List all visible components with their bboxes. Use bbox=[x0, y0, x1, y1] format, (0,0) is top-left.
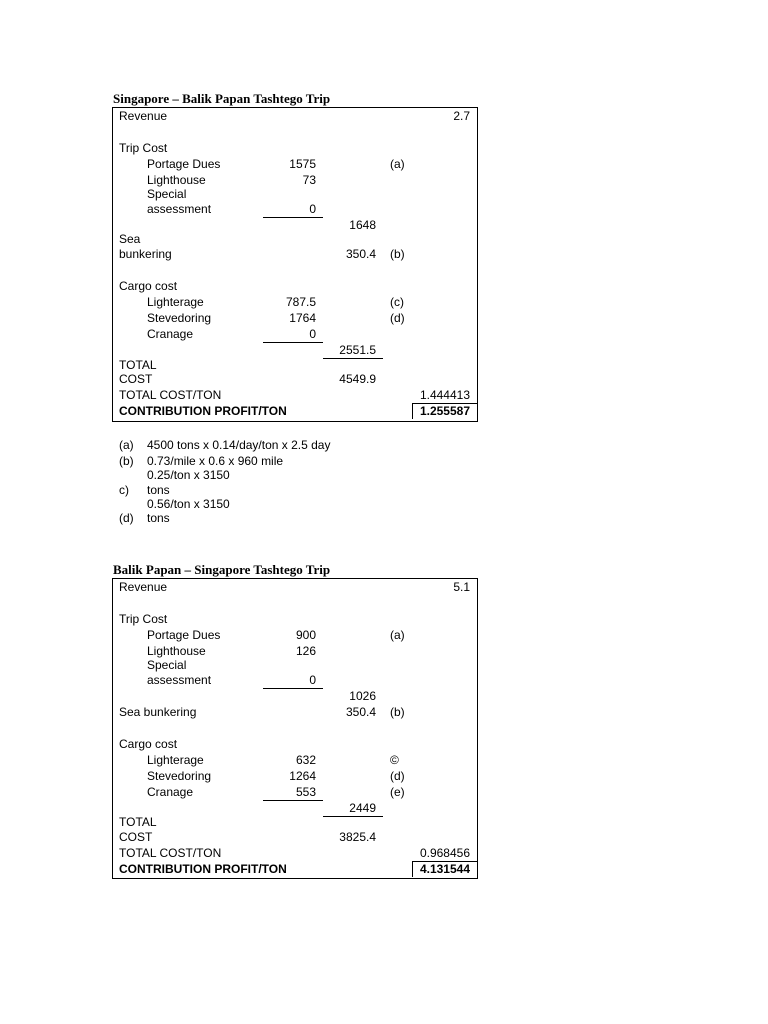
total-label: TOTAL bbox=[119, 815, 157, 829]
total-cost-value: 4549.9 bbox=[339, 372, 376, 386]
portage-dues-label: Portage Dues bbox=[147, 157, 221, 171]
cargo-cost-underline bbox=[263, 342, 323, 343]
stevedoring-ref: (d) bbox=[390, 311, 405, 325]
note-ref: (b) bbox=[119, 454, 134, 468]
cranage-value: 553 bbox=[295, 785, 316, 799]
lighterage-ref: © bbox=[390, 753, 399, 767]
lighthouse-value: 73 bbox=[302, 173, 316, 187]
table2-title: Balik Papan – Singapore Tashtego Trip bbox=[113, 562, 331, 577]
note-text: tons bbox=[147, 483, 170, 497]
total-label: TOTAL bbox=[119, 358, 157, 372]
stevedoring-value: 1264 bbox=[289, 769, 316, 783]
stevedoring-ref: (d) bbox=[390, 769, 405, 783]
lighterage-ref: (c) bbox=[390, 295, 404, 309]
revenue-label: Revenue bbox=[119, 109, 168, 123]
assessment-label: assessment bbox=[147, 673, 212, 687]
stevedoring-label: Stevedoring bbox=[147, 311, 212, 325]
bunkering-value: 350.4 bbox=[345, 705, 376, 719]
trip-cost-label: Trip Cost bbox=[119, 612, 168, 626]
cargo-cost-label: Cargo cost bbox=[119, 279, 178, 293]
trip-cost-subtotal: 1026 bbox=[349, 689, 376, 703]
trip-cost-label: Trip Cost bbox=[119, 141, 168, 155]
bunkering-label: bunkering bbox=[119, 247, 172, 261]
contribution-profit-label: CONTRIBUTION PROFIT/TON bbox=[119, 404, 287, 418]
lighterage-value: 787.5 bbox=[285, 295, 316, 309]
bunkering-label: Sea bunkering bbox=[119, 705, 197, 719]
cargo-subtotal-underline bbox=[323, 358, 383, 359]
portage-dues-ref: (a) bbox=[390, 157, 405, 171]
cost-label: COST bbox=[119, 372, 153, 386]
cargo-cost-label: Cargo cost bbox=[119, 737, 178, 751]
revenue-value: 2.7 bbox=[453, 109, 470, 123]
assessment-value: 0 bbox=[309, 202, 316, 216]
bunkering-ref: (b) bbox=[390, 705, 405, 719]
trip-cost-subtotal: 1648 bbox=[349, 218, 376, 232]
revenue-label: Revenue bbox=[119, 580, 168, 594]
total-cost-per-ton-value: 1.444413 bbox=[419, 388, 470, 402]
profit-left-rule bbox=[412, 861, 413, 877]
revenue-value: 5.1 bbox=[453, 580, 470, 594]
cranage-value: 0 bbox=[309, 327, 316, 341]
note-ref: c) bbox=[119, 483, 129, 497]
lighthouse-value: 126 bbox=[295, 644, 316, 658]
special-label: Special bbox=[147, 658, 187, 672]
cargo-cost-subtotal: 2551.5 bbox=[339, 343, 376, 357]
portage-dues-value: 900 bbox=[295, 628, 316, 642]
assessment-value: 0 bbox=[309, 673, 316, 687]
total-cost-value: 3825.4 bbox=[339, 830, 376, 844]
lighthouse-label: Lighthouse bbox=[147, 644, 206, 658]
portage-dues-value: 1575 bbox=[289, 157, 316, 171]
cargo-cost-subtotal: 2449 bbox=[349, 801, 376, 815]
cost-label: COST bbox=[119, 830, 153, 844]
note-text: 0.25/ton x 3150 bbox=[147, 468, 230, 482]
note-ref: (a) bbox=[119, 438, 134, 452]
total-cost-per-ton-label: TOTAL COST/TON bbox=[119, 846, 222, 860]
portage-dues-label: Portage Dues bbox=[147, 628, 221, 642]
cranage-label: Cranage bbox=[147, 327, 194, 341]
bunkering-value: 350.4 bbox=[345, 247, 376, 261]
bunkering-ref: (b) bbox=[390, 247, 405, 261]
lighterage-label: Lighterage bbox=[147, 753, 204, 767]
stevedoring-label: Stevedoring bbox=[147, 769, 212, 783]
table1-title: Singapore – Balik Papan Tashtego Trip bbox=[113, 91, 331, 106]
lighthouse-label: Lighthouse bbox=[147, 173, 206, 187]
note-text: 0.56/ton x 3150 bbox=[147, 497, 230, 511]
assessment-label: assessment bbox=[147, 202, 212, 216]
note-text: tons bbox=[147, 511, 170, 525]
trip-cost-underline bbox=[263, 688, 323, 689]
cranage-ref: (e) bbox=[390, 785, 405, 799]
note-ref: (d) bbox=[119, 511, 134, 525]
note-text: 0.73/mile x 0.6 x 960 mile bbox=[147, 454, 284, 468]
lighterage-label: Lighterage bbox=[147, 295, 204, 309]
contribution-profit-value: 1.255587 bbox=[419, 404, 470, 418]
lighterage-value: 632 bbox=[295, 753, 316, 767]
contribution-profit-value: 4.131544 bbox=[419, 862, 470, 876]
total-cost-per-ton-value: 0.968456 bbox=[419, 846, 470, 860]
cargo-cost-underline bbox=[263, 800, 323, 801]
trip-cost-underline bbox=[263, 217, 323, 218]
sea-label: Sea bbox=[119, 232, 141, 246]
profit-left-rule bbox=[412, 403, 413, 419]
note-text: 4500 tons x 0.14/day/ton x 2.5 day bbox=[147, 438, 331, 452]
portage-dues-ref: (a) bbox=[390, 628, 405, 642]
total-cost-per-ton-label: TOTAL COST/TON bbox=[119, 388, 222, 402]
special-label: Special bbox=[147, 187, 187, 201]
contribution-profit-label: CONTRIBUTION PROFIT/TON bbox=[119, 862, 287, 876]
cranage-label: Cranage bbox=[147, 785, 194, 799]
stevedoring-value: 1764 bbox=[289, 311, 316, 325]
cargo-subtotal-underline bbox=[323, 816, 383, 817]
